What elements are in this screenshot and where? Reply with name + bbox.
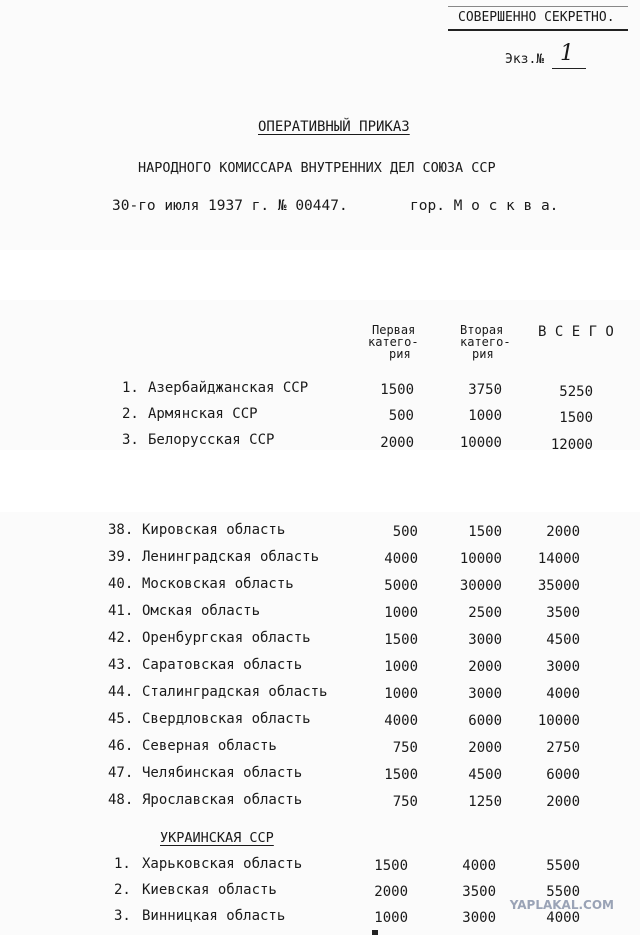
row-second: 2500 (468, 605, 502, 621)
row-number: 1. (122, 380, 139, 396)
row-name: Оренбургская область (142, 630, 311, 646)
place-line: гор. М о с к в а. (410, 198, 559, 214)
row-second: 4500 (468, 767, 502, 783)
row-first: 1000 (384, 605, 418, 621)
row-first: 2000 (374, 884, 408, 900)
row-second: 10000 (459, 551, 502, 567)
page-title: ОПЕРАТИВНЫЙ ПРИКАЗ (258, 119, 410, 135)
copy-label: Экз.№ (505, 52, 545, 67)
row-first: 1500 (380, 382, 414, 398)
row-first: 500 (392, 524, 418, 540)
row-first: 2000 (380, 435, 414, 451)
row-number: 2. (114, 882, 131, 898)
col-first-header-2: катего- (368, 335, 419, 349)
date-number-line: 30-го июля 1937 г. № 00447. (112, 198, 348, 214)
row-second: 1250 (468, 794, 502, 810)
row-number: 48. (108, 792, 134, 808)
row-name: Ярославская область (142, 792, 303, 808)
row-total: 4500 (546, 632, 580, 648)
torn-edge-middle (0, 444, 640, 514)
col-first-header-3: рия (389, 347, 411, 361)
row-total: 5250 (559, 384, 593, 400)
row-number: 42. (108, 630, 134, 646)
row-total: 1500 (559, 410, 593, 426)
row-total: 5500 (546, 858, 580, 874)
row-first: 1500 (374, 858, 408, 874)
row-name: Харьковская область (142, 856, 303, 872)
row-first: 1500 (384, 632, 418, 648)
row-total: 35000 (537, 578, 580, 594)
row-second: 3000 (468, 632, 502, 648)
row-total: 3000 (546, 659, 580, 675)
document-header-fragment (0, 0, 640, 250)
row-name: Московская область (142, 576, 294, 592)
row-number: 2. (122, 406, 139, 422)
row-second: 4000 (462, 858, 496, 874)
row-first: 1000 (384, 659, 418, 675)
col-second-header-1: Вторая (460, 323, 504, 337)
row-name: Армянская ССР (148, 406, 258, 422)
row-second: 30000 (459, 578, 502, 594)
table-fragment-top (0, 300, 640, 453)
copy-number-underline (552, 68, 586, 69)
row-number: 38. (108, 522, 134, 538)
row-first: 1000 (384, 686, 418, 702)
row-total: 10000 (537, 713, 580, 729)
row-second: 3750 (468, 382, 502, 398)
row-second: 2000 (468, 740, 502, 756)
row-number: 45. (108, 711, 134, 727)
row-second: 1000 (468, 408, 502, 424)
torn-edge-top (0, 244, 640, 294)
row-first: 1000 (374, 910, 408, 926)
row-number: 3. (122, 432, 139, 448)
row-name: Киевская область (142, 882, 277, 898)
row-number: 43. (108, 657, 134, 673)
row-name: Саратовская область (142, 657, 303, 673)
col-total-header: В С Е Г О (538, 324, 614, 340)
row-first: 750 (392, 740, 418, 756)
row-name: Северная область (142, 738, 277, 754)
row-total: 5500 (546, 884, 580, 900)
row-total: 4000 (546, 910, 580, 926)
row-name: Свердловская область (142, 711, 311, 727)
row-name: Сталинградская область (142, 684, 328, 700)
row-second: 3500 (462, 884, 496, 900)
row-total: 14000 (537, 551, 580, 567)
row-number: 40. (108, 576, 134, 592)
col-second-header-3: рия (472, 347, 494, 361)
row-name: Ленинградская область (142, 549, 320, 565)
row-total: 4000 (546, 686, 580, 702)
row-second: 6000 (468, 713, 502, 729)
row-number: 41. (108, 603, 134, 619)
row-second: 3000 (468, 686, 502, 702)
row-second: 3000 (462, 910, 496, 926)
row-second: 2000 (468, 659, 502, 675)
row-total: 2000 (546, 794, 580, 810)
row-number: 1. (114, 856, 131, 872)
row-total: 12000 (550, 437, 593, 453)
row-second: 10000 (459, 435, 502, 451)
row-first: 1500 (384, 767, 418, 783)
row-name: Кировская область (142, 522, 286, 538)
row-total: 2000 (546, 524, 580, 540)
watermark: YAPLAKAL.COM (509, 898, 614, 912)
row-total: 2750 (546, 740, 580, 756)
row-name: Азербайджанская ССР (148, 380, 309, 396)
issuer-line: НАРОДНОГО КОМИССАРА ВНУТРЕННИХ ДЕЛ СОЮЗА ССР (138, 160, 496, 176)
row-first: 750 (392, 794, 418, 810)
row-name: Белорусская ССР (148, 432, 275, 448)
row-number: 47. (108, 765, 134, 781)
row-name: Челябинская область (142, 765, 303, 781)
row-name: Винницкая область (142, 908, 286, 924)
row-first: 500 (388, 408, 414, 424)
row-total: 6000 (546, 767, 580, 783)
col-first-header-1: Первая (372, 323, 416, 337)
table-fragment-bottom (0, 512, 640, 935)
row-number: 3. (114, 908, 131, 924)
row-name: Омская область (142, 603, 261, 619)
copy-number: 1 (560, 41, 574, 66)
row-second: 1500 (468, 524, 502, 540)
row-first: 5000 (384, 578, 418, 594)
row-total: 3500 (546, 605, 580, 621)
row-number: 44. (108, 684, 134, 700)
row-number: 46. (108, 738, 134, 754)
punch-mark (372, 930, 378, 935)
section-title: УКРАИНСКАЯ ССР (160, 830, 274, 846)
col-second-header-2: катего- (460, 335, 511, 349)
classification-label: СОВЕРШЕННО СЕКРЕТНО. (458, 10, 615, 25)
row-number: 39. (108, 549, 134, 565)
row-first: 4000 (384, 713, 418, 729)
row-first: 4000 (384, 551, 418, 567)
